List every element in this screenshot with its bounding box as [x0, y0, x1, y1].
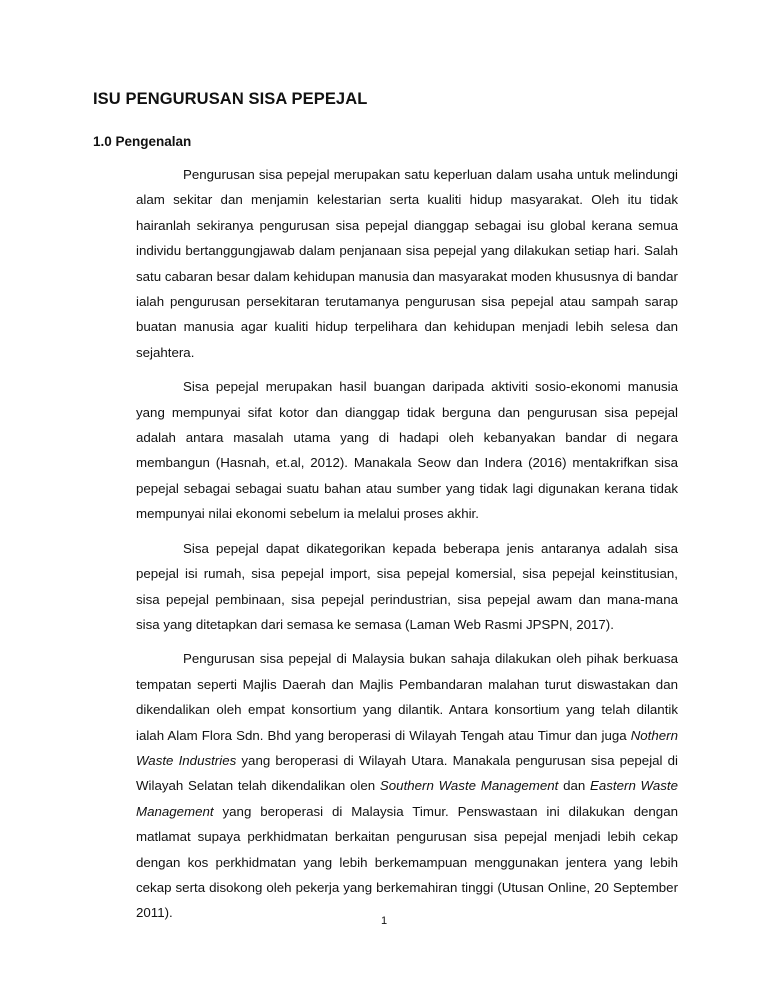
paragraph-definition: Sisa pepejal merupakan hasil buangan daripada aktiviti sosio-ekonomi manusia yang mempunyai sifat kotor dan dianggap tidak berguna dan pengurusan sisa pepejal adalah antara masalah utama yang di hadapi oleh kebanyakan bandar di negara membangun (Hasnah, et.al, 2012). Manakala Seow dan Indera (2016) mentakrifkan sisa pepejal sebagai sebagai suatu bahan atau sumber yang tidak lagi digunakan kerana tidak mempunyai nilai ekonomi sebelum ia melalui proses akhir. — [136, 379, 678, 522]
company-name-nothern-waste: Nothern Waste Industries — [136, 727, 678, 768]
document-title: ISU PENGURUSAN SISA PEPEJAL — [93, 90, 368, 108]
paragraph-text: Pengurusan sisa pepejal di Malaysia bukan sahaja dilakukan oleh pihak berkuasa tempatan seperti Majlis Daerah dan Majlis Pembandaran malahan turut diswastakan dan dikendalikan oleh empat konsortium yang dilantik. Antara konsortium yang telah dilantik ialah Alam Flora Sdn. Bhd yang beroperasi di Wilayah Tengah atau Timur dan juga — [136, 651, 678, 743]
paragraph-introduction: Pengurusan sisa pepejal merupakan satu keperluan dalam usaha untuk melindungi alam sekitar dan menjamin kelestarian serta kualiti hidup masyarakat. Oleh itu tidak hairanlah sekiranya pengurusan sisa pepejal dianggap sebagai isu global kerana semua individu bertanggungjawab dalam penjanaan sisa pepejal yang dilakukan setiap hari. Salah satu cabaran besar dalam kehidupan manusia dan masyarakat moden khususnya di bandar ialah pengurusan persekitaran terutamanya pengurusan sisa pepejal atau sampah sarap buatan manusia agar kualiti hidup terpelihara dan kehidupan menjadi lebih selesa dan sejahtera. — [136, 167, 678, 360]
paragraph-text: yang beroperasi di Wilayah Utara. Manakala pengurusan sisa pepejal di Wilayah Selatan telah dikendalikan olen — [136, 752, 678, 794]
page-number: 1 — [380, 915, 388, 927]
company-name-southern-waste: Southern Waste Management — [379, 778, 559, 794]
section-heading: 1.0 Pengenalan — [93, 134, 192, 149]
paragraph-categories: Sisa pepejal dapat dikategorikan kepada beberapa jenis antaranya adalah sisa pepejal isi rumah, sisa pepejal import, sisa pepejal komersial, sisa pepejal keinstitusian, sisa pepejal pembinaan, sisa pepejal perindustrian, sisa pepejal awam dan mana-mana sisa yang ditetapkan dari semasa ke semasa (Laman Web Rasmi JPSPN, 2017). — [136, 540, 678, 632]
paragraph-text: dan — [558, 778, 591, 794]
company-name-eastern-waste: Eastern Waste Management — [136, 778, 679, 819]
paragraph-text: yang beroperasi di Malaysia Timur. Penswastaan ini dilakukan dengan matlamat supaya perkhidmatan berkaitan pengurusan sisa pepejal menjadi lebih cekap dengan kos perkhidmatan yang lebih berkemampuan menggunakan jentera yang lebih cekap serta disokong oleh pekerja yang berkemahiran tinggi (Utusan Online, 20 September 2011). — [136, 803, 678, 921]
paragraph-management-malaysia — [136, 646, 678, 925]
body-text — [136, 162, 678, 935]
